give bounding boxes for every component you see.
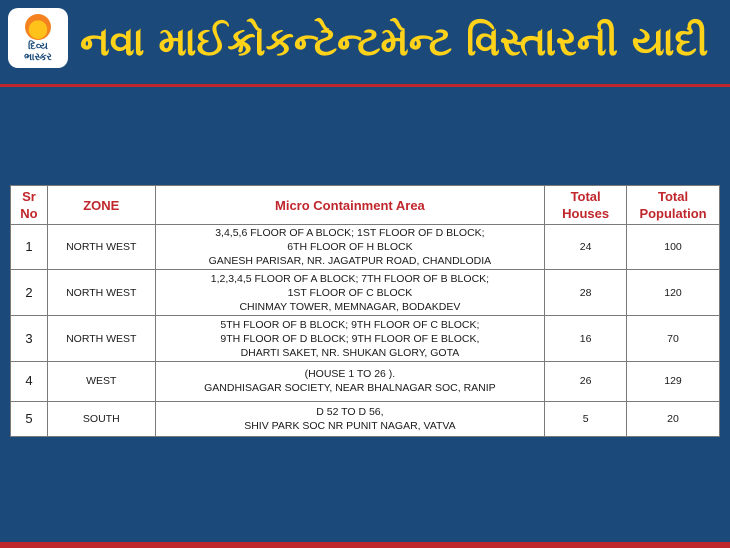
column-header-houses-line-2: Houses [562,206,610,221]
area-line: GANESH PARISAR, NR. JAGATPUR ROAD, CHANDLODIA [208,255,492,268]
area-line: 1ST FLOOR OF C BLOCK [287,286,413,299]
cell-zone: NORTH WEST [47,270,155,315]
column-header-population-line-2: Population [639,206,707,221]
cell-sr: 1 [11,225,48,270]
cell-houses: 28 [545,270,627,315]
column-header-population [627,186,720,225]
cell-area [155,315,545,361]
column-header-zone: ZONE [47,186,155,225]
containment-table [10,185,720,437]
cell-houses: 5 [545,401,627,436]
cell-population: 70 [627,315,720,361]
area-line: 3,4,5,6 FLOOR OF A BLOCK; 1ST FLOOR OF D BLOCK; [215,227,485,240]
cell-sr: 4 [11,362,48,401]
column-header-area: Micro Containment Area [155,186,545,225]
column-header-sr-line-2: No [20,206,38,221]
cell-population: 120 [627,270,720,315]
cell-area [155,362,545,401]
column-header-houses-line-1: Total [570,189,601,204]
logo-text-line-1: દિવ્ય [28,40,48,52]
cell-sr: 2 [11,270,48,315]
cell-sr: 5 [11,401,48,436]
column-header-sr-line-1: Sr [22,189,36,204]
footer-divider [0,542,730,548]
header-bar [0,0,730,84]
column-header-sr [11,186,48,225]
cell-zone: NORTH WEST [47,225,155,270]
divya-bhaskar-logo [8,8,68,68]
table-row [11,225,720,270]
cell-area [155,225,545,270]
cell-population: 129 [627,362,720,401]
cell-zone: WEST [47,362,155,401]
cell-houses: 16 [545,315,627,361]
column-header-houses [545,186,627,225]
area-line: GANDHISAGAR SOCIETY, NEAR BHALNAGAR SOC, RANIP [204,382,496,395]
cell-houses: 26 [545,362,627,401]
table-row [11,362,720,401]
logo-text-line-2: ભાસ્કર [24,51,52,63]
area-line: SHIV PARK SOC NR PUNIT NAGAR, VATVA [244,419,456,432]
cell-population: 100 [627,225,720,270]
cell-zone: NORTH WEST [47,315,155,361]
area-line: 9TH FLOOR OF D BLOCK; 9TH FLOOR OF E BLOCK, [220,332,480,345]
column-header-population-line-1: Total [657,189,689,204]
area-line: CHINMAY TOWER, MEMNAGAR, BODAKDEV [239,300,461,313]
table-header-row [11,186,720,225]
cell-houses: 24 [545,225,627,270]
cell-area [155,401,545,436]
area-line: D 52 TO D 56, [316,405,384,418]
area-line: 5TH FLOOR OF B BLOCK; 9TH FLOOR OF C BLOCK; [220,318,480,331]
cell-zone: SOUTH [47,401,155,436]
page-title: નવા માઈક્રોકન્ટેન્ટમેન્ટ વિસ્તારની યાદી [80,19,709,65]
area-line: (HOUSE 1 TO 26 ). [304,368,396,381]
cell-sr: 3 [11,315,48,361]
table-row [11,270,720,315]
table-row [11,401,720,436]
cell-area [155,270,545,315]
sun-icon [25,14,51,40]
table-row [11,315,720,361]
containment-table-panel [10,185,720,437]
header-divider [0,84,730,87]
area-line: 1,2,3,4,5 FLOOR OF A BLOCK; 7TH FLOOR OF B BLOCK; [210,272,490,285]
cell-population: 20 [627,401,720,436]
area-line: DHARTI SAKET, NR. SHUKAN GLORY, GOTA [240,346,460,359]
area-line: 6TH FLOOR OF H BLOCK [287,241,413,254]
